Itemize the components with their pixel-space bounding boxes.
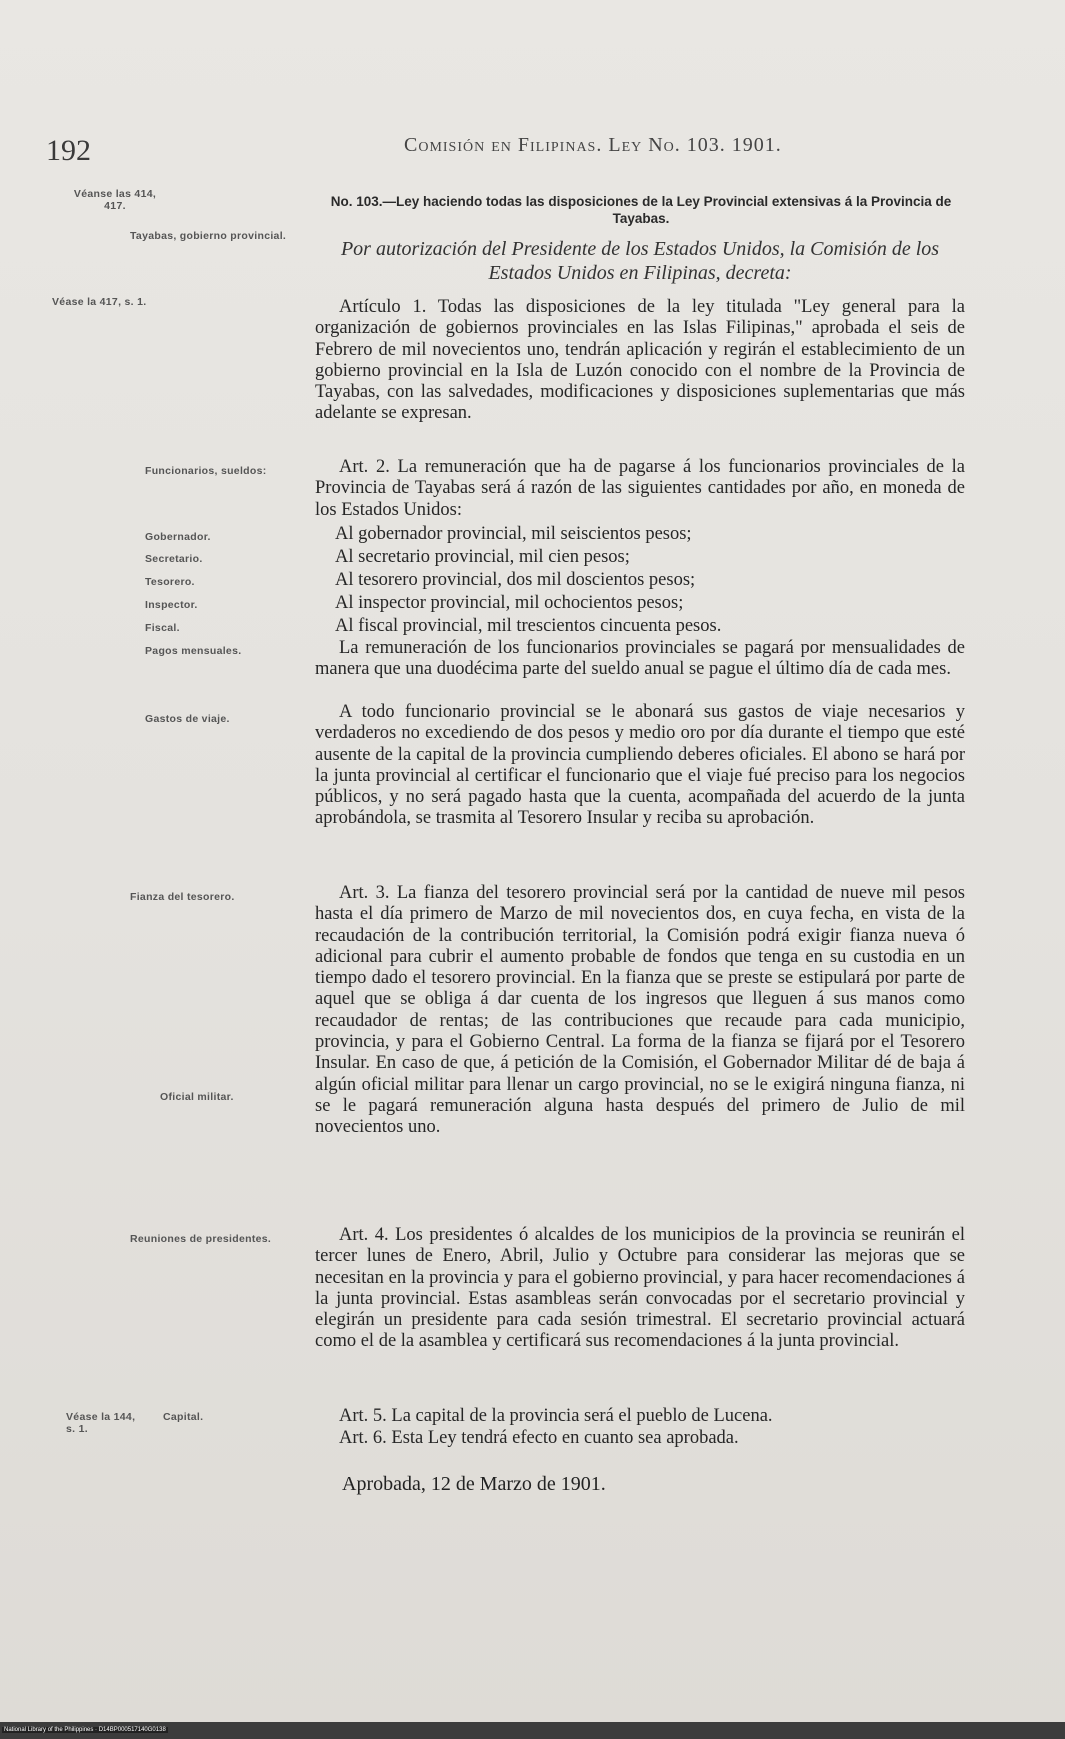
margin-note-vease: Véanse las 414, 417. bbox=[73, 188, 157, 212]
article-4: Art. 4. Los presidentes ó alcaldes de los municipios de la provincia se reunirán el tercer lunes de Enero, Abril, Julio y Octubre para considerar las mejoras que se necesitan en la provincia y para el gobierno provincial, y para hacer recomendaciones á la junta provincial. Estas asambleas serán convocadas por el secretario provincial y elegirán un presidente para cada sesión trimestral. El secretario provincial actuará como el de la asamblea y certificará sus recomendaciones á la junta provincial. bbox=[315, 1225, 965, 1352]
margin-note-fianza: Fianza del tesorero. bbox=[130, 891, 235, 903]
margin-note-funcionarios: Funcionarios, sueldos: bbox=[145, 465, 267, 477]
approval-date: Aprobada, 12 de Marzo de 1901. bbox=[342, 1473, 606, 1495]
article-3: Art. 3. La fianza del tesorero provincial será por la cantidad de nueve mil pesos hasta el día primero de Marzo de mil novecientos dos, en cuya fecha, en vista de la recaudación de la contribución territorial, la Comisión podrá exigir fianza nueva ó adicional para cubrir el aumento probable de fondos que tenga en su custodia en un tiempo dado el tesorero provincial. En la fianza que se preste se estipulará por parte de aquel que se obliga á dar cuenta de los ingresos que lleguen á sus manos como recaudador de rentas; de las contribuciones que recaude para cada municipio, provincia, y para el Gobierno Central. La forma de la fianza se fijará por el Tesorero Insular. En caso de que, á petición de la Comisión, el Gobernador Militar dé de baja á algún oficial militar para llenar un cargo provincial, no se le exigirá ninguna fianza, ni se le pagará remuneración alguna hasta después del primero de Julio de mil novecientos uno. bbox=[315, 883, 965, 1138]
margin-note-secretario: Secretario. bbox=[145, 553, 203, 565]
margin-note-pagos: Pagos mensuales. bbox=[145, 645, 242, 657]
article-1: Artículo 1. Todas las disposiciones de la ley titulada "Ley general para la organización de gobiernos provinciales en las Islas Filipinas," aprobada el seis de Febrero de mil novecientos uno, tendrán aplicación y regirán el establecimiento de un gobierno provincial en la Isla de Luzón conocido con el nombre de la Provincia de Tayabas, con las salvedades, modificaciones y disposiciones suplementarias que más adelante se expresan. bbox=[315, 297, 965, 424]
margin-note-gastos: Gastos de viaje. bbox=[145, 713, 230, 725]
law-title: No. 103.—Ley haciendo todas las disposiciones de la Ley Provincial extensivas á la Provincia de Tayabas. bbox=[330, 194, 952, 226]
margin-note-oficial: Oficial militar. bbox=[160, 1091, 234, 1103]
scan-footer: National Library of the Philippines · D14BP000517140G0138 bbox=[4, 1727, 166, 1733]
running-head: Comisión en Filipinas. Ley No. 103. 1901. bbox=[404, 134, 782, 156]
salary-fiscal: Al fiscal provincial, mil trescientos cincuenta pesos. bbox=[335, 616, 722, 636]
margin-note-vease-144: Véase la 144, s. 1. bbox=[66, 1411, 136, 1435]
salary-gobernador: Al gobernador provincial, mil seiscientos pesos; bbox=[335, 524, 692, 544]
decree-clause: Por autorización del Presidente de los Estados Unidos, la Comisión de los Estados Unidos en Filipinas, decreta: bbox=[340, 238, 940, 284]
margin-note-reuniones: Reuniones de presidentes. bbox=[130, 1233, 272, 1245]
pagos-mensuales-paragraph: La remuneración de los funcionarios provinciales se pagará por mensualidades de manera que una duodécima parte del sueldo anual se pague el último día de cada mes. bbox=[315, 638, 965, 680]
article-6: Art. 6. Esta Ley tendrá efecto en cuanto sea aprobada. bbox=[339, 1428, 739, 1448]
salary-inspector: Al inspector provincial, mil ochocientos pesos; bbox=[335, 593, 684, 613]
margin-note-tayabas: Tayabas, gobierno provincial. bbox=[130, 230, 287, 242]
margin-note-inspector: Inspector. bbox=[145, 599, 198, 611]
margin-note-capital: Capital. bbox=[163, 1411, 204, 1423]
margin-note-gobernador: Gobernador. bbox=[145, 531, 211, 543]
margin-note-tesorero: Tesorero. bbox=[145, 576, 195, 588]
salary-secretario: Al secretario provincial, mil cien pesos; bbox=[335, 547, 630, 567]
gastos-viaje-paragraph: A todo funcionario provincial se le abonará sus gastos de viaje necesarios y verdaderos no excediendo de dos pesos y medio oro por día durante el tiempo que esté ausente de la capital de la provincia cumpliendo deberes oficiales. El abono se hará por la junta provincial al certificar el funcionario que el viaje fué preciso para los negocios públicos, y no será pagado hasta que la cuenta, acompañada del acuerdo de la junta aprobándola, se trasmita al Tesorero Insular y reciba su aprobación. bbox=[315, 702, 965, 829]
article-5: Art. 5. La capital de la provincia será el pueblo de Lucena. bbox=[339, 1406, 773, 1426]
salary-tesorero: Al tesorero provincial, dos mil doscientos pesos; bbox=[335, 570, 696, 590]
margin-note-fiscal: Fiscal. bbox=[145, 622, 180, 634]
article-2: Art. 2. La remuneración que ha de pagarse á los funcionarios provinciales de la Provincia de Tayabas será á razón de las siguientes cantidades por año, en moneda de los Estados Unidos: bbox=[315, 457, 965, 520]
margin-note-vease-417: Véase la 417, s. 1. bbox=[52, 296, 147, 308]
page-number: 192 bbox=[46, 134, 91, 167]
